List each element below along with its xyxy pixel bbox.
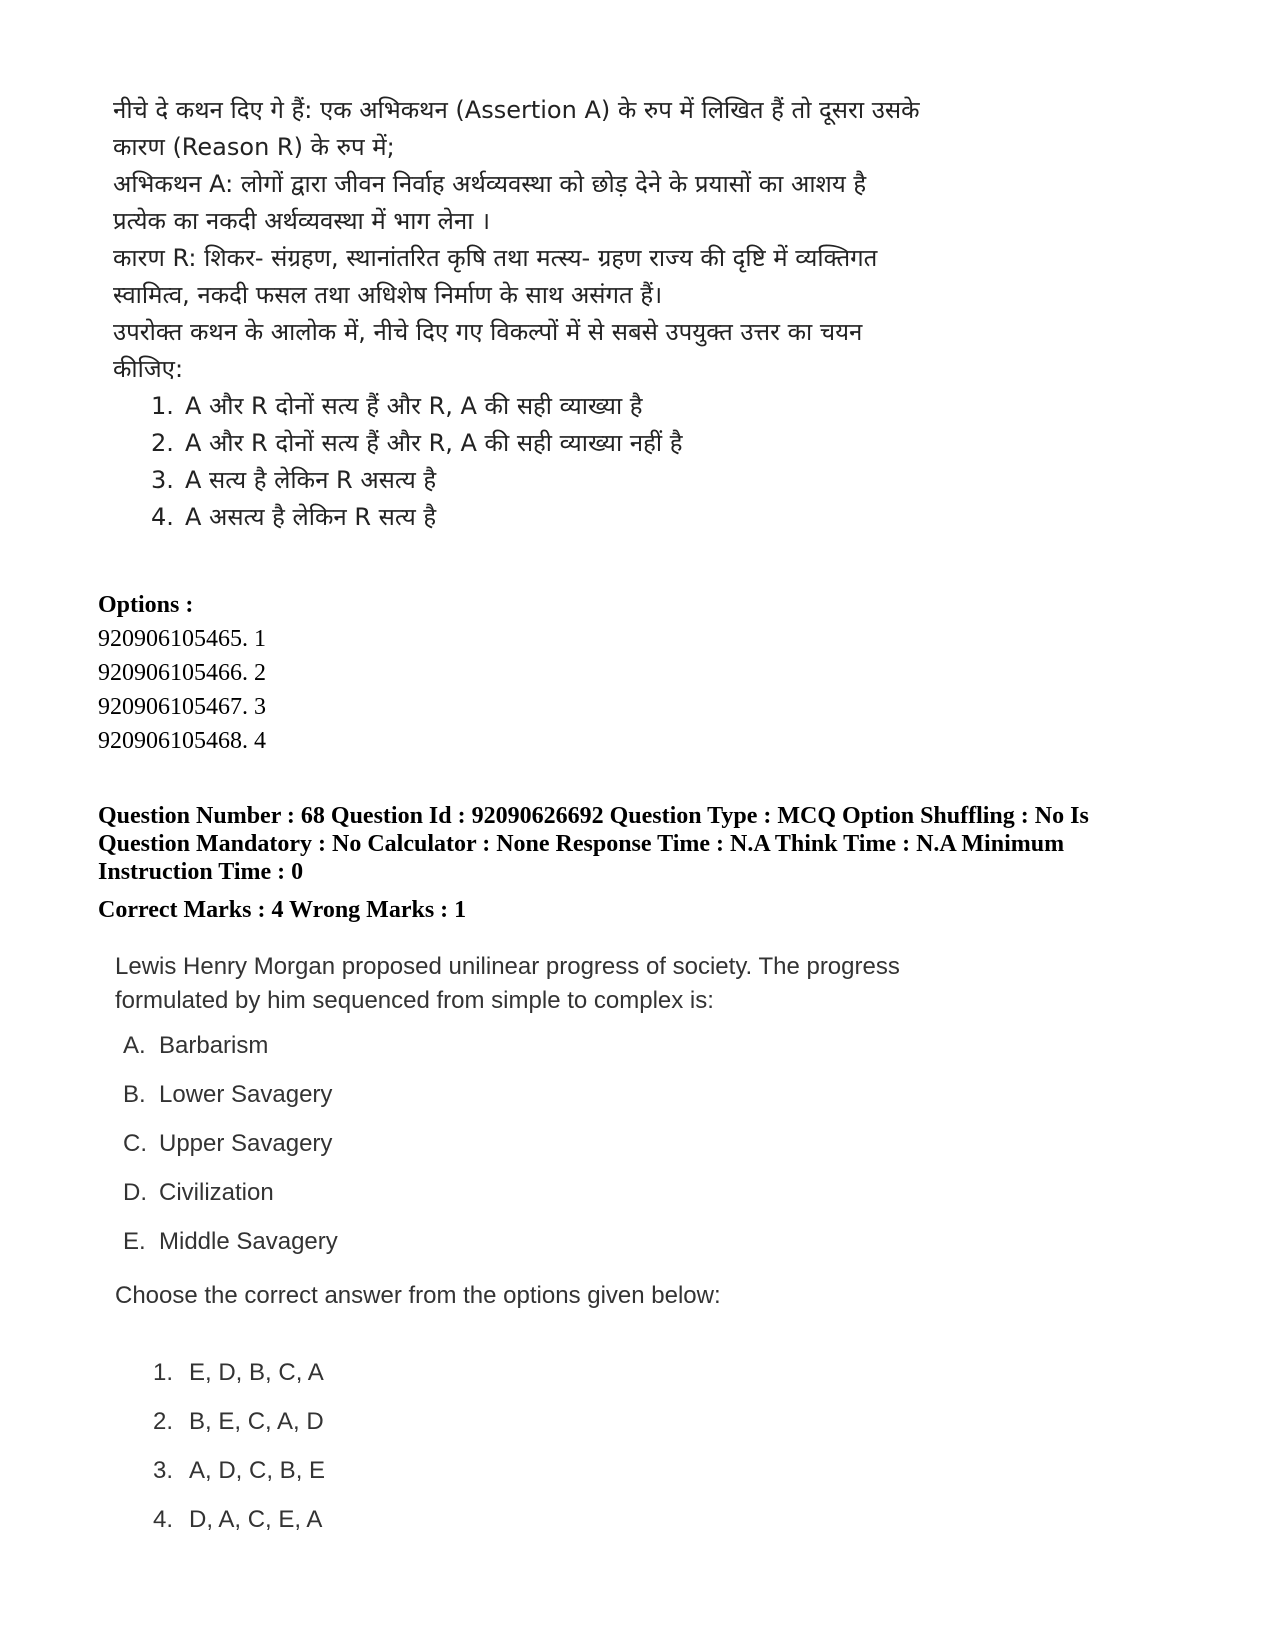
hindi-question-line: उपरोक्त कथन के आलोक में, नीचे दिए गए विकल्पों में से सबसे उपयुक्त उत्तर का चयन <box>113 318 863 346</box>
meta-line: Question Number : 68 Question Id : 92090626692 Question Type : MCQ Option Shuffling : No Is <box>98 803 1089 829</box>
hindi-question-line: प्रत्येक का नकदी अर्थव्यवस्था में भाग लेना । <box>113 207 491 235</box>
list-item <box>115 1177 1015 1226</box>
question-stem-line: formulated by him sequenced from simple to complex is: <box>115 987 714 1014</box>
hindi-question-line: कारण (Reason R) के रुप में; <box>113 133 395 161</box>
answers-list <box>115 1357 1015 1553</box>
item-letter: A. <box>123 1032 146 1059</box>
hindi-question-line: कीजिए: <box>113 355 184 383</box>
hindi-question-line: नीचे दे कथन दिए गे हैं: एक अभिकथन (Assertion A) के रुप में लिखित हैं तो दूसरा उसके <box>113 96 920 124</box>
meta-line: Question Mandatory : No Calculator : None Response Time : N.A Think Time : N.A Minimum <box>98 831 1065 857</box>
answer-number: 1. <box>153 1359 174 1386</box>
marks-line: Correct Marks : 4 Wrong Marks : 1 <box>98 897 467 923</box>
list-item <box>115 1504 1015 1553</box>
option-id: 920906105465. 1 <box>98 626 266 652</box>
item-letter: D. <box>123 1179 147 1206</box>
item-text: Civilization <box>159 1179 274 1206</box>
list-item <box>115 1030 1015 1079</box>
item-letter: C. <box>123 1130 147 1157</box>
hindi-question <box>113 92 1013 536</box>
choice-number: 1. <box>151 392 174 420</box>
hindi-question-line: स्वामित्व, नकदी फसल तथा अधिशेष निर्माण के साथ असंगत हैं। <box>113 281 663 309</box>
answer-text: B, E, C, A, D <box>189 1408 324 1435</box>
hindi-question-line: कारण R: शिकर- संग्रहण, स्थानांतरित कृषि तथा मत्स्य- ग्रहण राज्य की दृष्टि में व्यक्तिगत <box>113 244 878 272</box>
item-text: Barbarism <box>159 1032 269 1059</box>
meta-line: Instruction Time : 0 <box>98 859 304 885</box>
list-item <box>115 1357 1015 1406</box>
answer-text: A, D, C, B, E <box>189 1457 326 1484</box>
choice-number: 2. <box>151 429 174 457</box>
list-item <box>115 1406 1015 1455</box>
answer-number: 2. <box>153 1408 174 1435</box>
list-item <box>115 1128 1015 1177</box>
question-stem-line: Lewis Henry Morgan proposed unilinear progress of society. The progress <box>115 953 900 980</box>
list-item <box>113 425 1013 462</box>
hindi-choices-list <box>113 388 1013 536</box>
choose-instruction: Choose the correct answer from the options given below: <box>115 1282 721 1309</box>
options-header: Options : <box>98 592 194 618</box>
choice-number: 4. <box>151 503 174 531</box>
options-block <box>98 588 266 758</box>
list-item <box>113 499 1013 536</box>
hindi-question-line: अभिकथन A: लोगों द्वारा जीवन निर्वाह अर्थव्यवस्था को छोड़ देने के प्रयासों का आशय है <box>113 170 867 198</box>
question-meta <box>98 802 1198 886</box>
choice-text: A और R दोनों सत्य हैं और R, A की सही व्याख्या है <box>185 392 643 420</box>
option-id: 920906105466. 2 <box>98 660 266 686</box>
answer-number: 3. <box>153 1457 174 1484</box>
item-text: Middle Savagery <box>159 1228 338 1255</box>
choice-text: A असत्य है लेकिन R सत्य है <box>185 503 437 531</box>
choice-number: 3. <box>151 466 174 494</box>
list-item <box>113 462 1013 499</box>
item-letter: E. <box>123 1228 146 1255</box>
list-item <box>115 1455 1015 1504</box>
stages-list <box>115 1030 1015 1275</box>
choice-text: A सत्य है लेकिन R असत्य है <box>185 466 437 494</box>
list-item <box>113 388 1013 425</box>
item-text: Upper Savagery <box>159 1130 333 1157</box>
answer-number: 4. <box>153 1506 174 1533</box>
english-question <box>115 950 1015 1553</box>
answer-text: D, A, C, E, A <box>189 1506 323 1533</box>
list-item <box>115 1226 1015 1275</box>
choice-text: A और R दोनों सत्य हैं और R, A की सही व्याख्या नहीं है <box>185 429 683 457</box>
item-text: Lower Savagery <box>159 1081 333 1108</box>
item-letter: B. <box>123 1081 146 1108</box>
option-id: 920906105467. 3 <box>98 694 266 720</box>
option-id: 920906105468. 4 <box>98 728 266 754</box>
list-item <box>115 1079 1015 1128</box>
answer-text: E, D, B, C, A <box>189 1359 324 1386</box>
